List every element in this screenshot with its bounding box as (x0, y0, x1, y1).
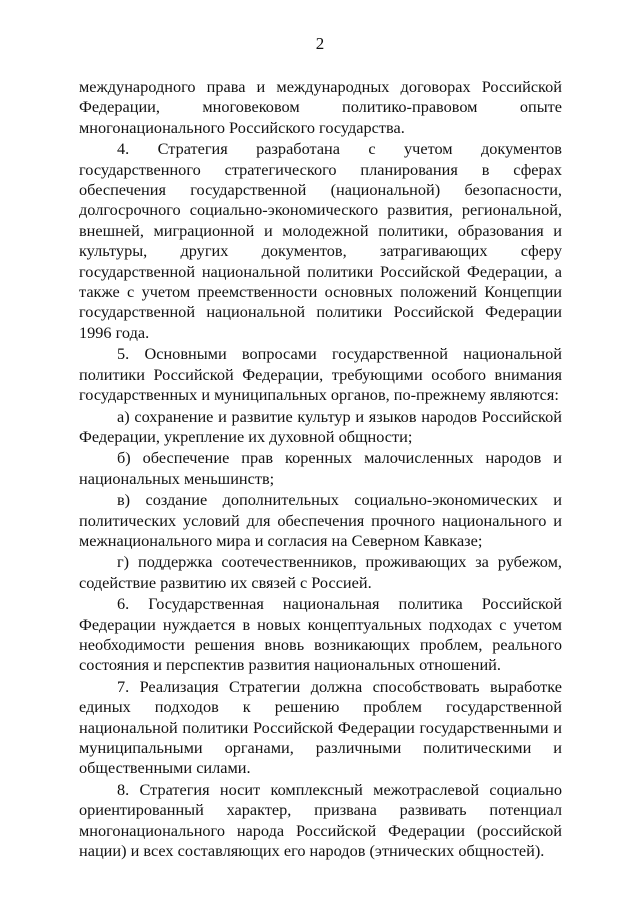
subitem-v: в) создание дополнительных социально-экономических и политических условий для обеспечения прочного национального и межнационального мира и согласия на Северном Кавказе; (79, 490, 562, 550)
subitem-b: б) обеспечение прав коренных малочисленных народов и национальных меньшинств; (79, 448, 562, 488)
paragraph-item-4: 4. Стратегия разработана с учетом документов государственного стратегического планирования в сферах обеспечения государственной (национальной) безопасности, долгосрочного социально-экономического развития, региональной, внешней, миграционной и молодежной политики, образования и культуры, других документов, затрагивающих сферу государственной национальной политики Российской Федерации, а также с учетом преемственности основных положений Концепции государственной национальной политики Российской Федерации 1996 года. (79, 139, 562, 342)
paragraph-item-8: 8. Стратегия носит комплексный межотраслевой социально ориентированный характер, призвана развивать потенциал многонационального народа Российской Федерации (российской нации) и всех составляющих его народов (этнических общностей). (79, 779, 562, 861)
subitem-g: г) поддержка соотечественников, проживающих за рубежом, содействие развитию их связей с Россией. (79, 552, 562, 592)
document-body (79, 77, 562, 861)
paragraph-item-5: 5. Основными вопросами государственной национальной политики Российской Федерации, требующими особого внимания государственных и муниципальных органов, по-прежнему являются: (79, 344, 562, 405)
paragraph-continuation: международного права и международных договорах Российской Федерации, многовековом политико-правовом опыте многонационального Российского государства. (79, 77, 562, 137)
page-number: 2 (315, 34, 325, 53)
paragraph-item-6: 6. Государственная национальная политика Российской Федерации нуждается в новых концептуальных подходах с учетом необходимости решения вновь возникающих проблем, реального состояния и перспектив развития национальных отношений. (79, 594, 562, 675)
subitem-a: а) сохранение и развитие культур и языков народов Российской Федерации, укрепление их духовной общности; (79, 406, 562, 446)
paragraph-item-7: 7. Реализация Стратегии должна способствовать выработке единых подходов к решению проблем государственной национальной политики Российской Федерации государственными и муниципальными органами, различными политическими и общественными силами. (79, 676, 562, 778)
